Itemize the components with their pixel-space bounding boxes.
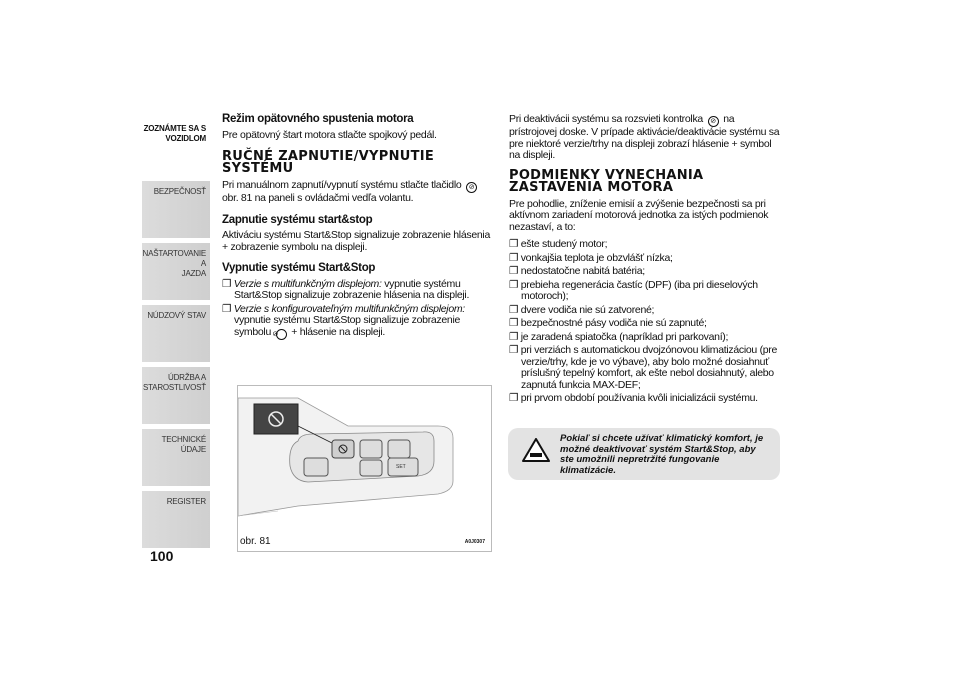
para-manual bbox=[222, 180, 490, 205]
para-manual-b: obr. 81 na paneli s ovládačmi vedľa volantu. bbox=[222, 192, 414, 204]
list-item-text: vypnutie systému Start&Stop signalizuje zobrazenie symbolu bbox=[234, 314, 461, 338]
tab-maintenance[interactable] bbox=[142, 366, 210, 424]
para-restart: Pre opätovný štart motora stlačte spojkový pedál. bbox=[222, 128, 437, 141]
set-label: SET bbox=[396, 464, 406, 470]
tab-safety[interactable] bbox=[142, 180, 210, 238]
para-deactivation bbox=[509, 114, 781, 162]
para-manual-a: Pri manuálnom zapnutí/vypnutí systému stlačte tlačidlo bbox=[222, 179, 462, 191]
tab-label: NAŠTARTOVANIE A JAZDA bbox=[142, 249, 206, 278]
list-item-text: bezpečnostné pásy vodiča nie sú zapnuté; bbox=[520, 317, 707, 329]
start-stop-icon: ⊘ bbox=[708, 116, 719, 127]
list-item: ❐ dvere vodiča nie sú zatvorené; bbox=[509, 303, 655, 316]
list-system-off bbox=[222, 279, 490, 340]
tab-index[interactable] bbox=[142, 490, 210, 548]
warning-text: Pokiaľ si chcete užívať klimatický komfort, je možné deaktivovať systém Start&Stop, aby ste umožnili nepretržité fungovanie klimatizácie. bbox=[560, 433, 764, 476]
tab-technical[interactable] bbox=[142, 428, 210, 486]
list-item: ❐ je zaradená spiatočka (napríklad pri parkovaní); bbox=[509, 330, 729, 343]
tab-label: BEZPEČNOSŤ bbox=[153, 187, 206, 196]
tab-label: TECHNICKÉ ÚDAJE bbox=[161, 435, 206, 454]
warning-triangle-icon bbox=[522, 438, 550, 462]
list-item-text: dvere vodiča nie sú zatvorené; bbox=[520, 303, 655, 316]
list-item: ❐ ešte studený motor; bbox=[509, 238, 608, 250]
figure-code: A0J0307 bbox=[464, 539, 485, 545]
list-item-text: vonkajšia teplota je obzvlášť nízka; bbox=[520, 251, 673, 264]
heading-manual: RUČNÉ ZAPNUTIE/VYPNUTIE SYSTÉMU bbox=[222, 149, 435, 176]
list-item: ❐ pri verziách s automatickou dvojzónovou klimatizáciou (pre verzie/trhy, kde je vo výbave), aby bolo možné dosiahnuť príslušný tepelný komfort, ak ešte nebol dosiahnutý, alebo zapnutá funkcia MAX-DEF; bbox=[509, 344, 778, 391]
right-column bbox=[509, 114, 781, 407]
list-item-text: nedostatočne nabitá batéria; bbox=[520, 265, 645, 277]
tab-label: ZOZNÁMTE SA S VOZIDLOM bbox=[143, 124, 206, 143]
list-item-text: prebieha regenerácia častíc (DPF) (iba pri dieselových motoroch); bbox=[520, 278, 758, 302]
start-stop-icon: ⊘ bbox=[276, 329, 287, 340]
list-item-italic: Verzie s multifunkčným displejom: bbox=[233, 277, 382, 290]
switch-panel-illustration bbox=[238, 386, 491, 551]
list-item-text: pri verziách s automatickou dvojzónovou klimatizáciou (pre verzie/trhy, kde je vo výbave), aby bolo možné dosiahnuť príslušný tepelný komfort, ak ešte nebol dosiahnutý, alebo zapnutá funkcia MAX-DEF; bbox=[520, 344, 778, 391]
figure-81 bbox=[237, 385, 492, 552]
list-item-text: pri prvom období používania kvôli inicializácii systému. bbox=[520, 392, 758, 404]
heading-system-off: Vypnutie systému Start&Stop bbox=[222, 262, 376, 274]
page-number: 100 bbox=[150, 548, 174, 564]
heading-restart: Režim opätovného spustenia motora bbox=[222, 113, 414, 125]
tab-label: ÚDRŽBA A STAROSTLIVOSŤ bbox=[142, 373, 206, 392]
list-item-text: + hlásenie na displeji. bbox=[291, 325, 386, 338]
tab-starting[interactable] bbox=[142, 242, 210, 300]
list-item: ❐ Verzie s konfigurovateľným multifunkčným displejom: vypnutie systému Start&Stop signalizuje zobrazenie symbolu ⊘ + hlásenie na displeji. bbox=[222, 302, 465, 338]
left-column bbox=[222, 114, 490, 342]
tab-vehicle[interactable] bbox=[142, 118, 210, 176]
list-item-text: je zaradená spiatočka (napríklad pri parkovaní); bbox=[520, 330, 729, 343]
para-deactivation-b: na prístrojovej doske. V prípade aktivácie/deaktivácie systému sa pre niektoré verzie/trhy na displeji zobrazí hlásenie + symbol na displeji. bbox=[509, 113, 780, 161]
conditions-list bbox=[509, 239, 781, 405]
list-item: ❐ nedostatočne nabitá batéria; bbox=[509, 265, 645, 277]
tab-label: NÚDZOVÝ STAV bbox=[147, 311, 206, 320]
warning-box bbox=[508, 428, 780, 480]
list-item-italic: Verzie s konfigurovateľným multifunkčným displejom: bbox=[233, 302, 465, 315]
tab-label: REGISTER bbox=[166, 497, 206, 506]
list-item: ❐ Verzie s multifunkčným displejom: vypnutie systému Start&Stop signalizuje zobrazenie hlásenia na displeji. bbox=[222, 277, 470, 301]
list-item-text: vypnutie systému Start&Stop signalizuje zobrazenie hlásenia na displeji. bbox=[234, 277, 470, 301]
heading-system-on: Zapnutie systému start&stop bbox=[222, 213, 373, 226]
para-conditions: Pre pohodlie, zníženie emisií a zvýšenie bezpečnosti sa pri aktívnom zariadení motorová jednotka za istých podmienok nezastaví, a to: bbox=[509, 197, 769, 233]
list-item: ❐ vonkajšia teplota je obzvlášť nízka; bbox=[509, 251, 673, 264]
list-item-text: ešte studený motor; bbox=[520, 238, 608, 250]
tab-emergency[interactable] bbox=[142, 304, 210, 362]
list-item: ❐ bezpečnostné pásy vodiča nie sú zapnuté; bbox=[509, 317, 707, 329]
heading-conditions: PODMIENKY VYNECHANIA ZASTAVENIA MOTORA bbox=[509, 167, 704, 195]
start-stop-icon: ⊘ bbox=[466, 182, 477, 193]
list-item: ❐ prebieha regenerácia častíc (DPF) (iba pri dieselových motoroch); bbox=[509, 278, 758, 302]
para-deactivation-a: Pri deaktivácii systému sa rozsvieti kontrolka bbox=[509, 113, 703, 125]
list-item: ❐ pri prvom období používania kvôli inicializácii systému. bbox=[509, 392, 758, 404]
figure-caption: obr. 81 bbox=[240, 536, 271, 547]
para-system-on: Aktiváciu systému Start&Stop signalizuje zobrazenie hlásenia + zobrazenie symbolu na displeji. bbox=[222, 229, 490, 253]
